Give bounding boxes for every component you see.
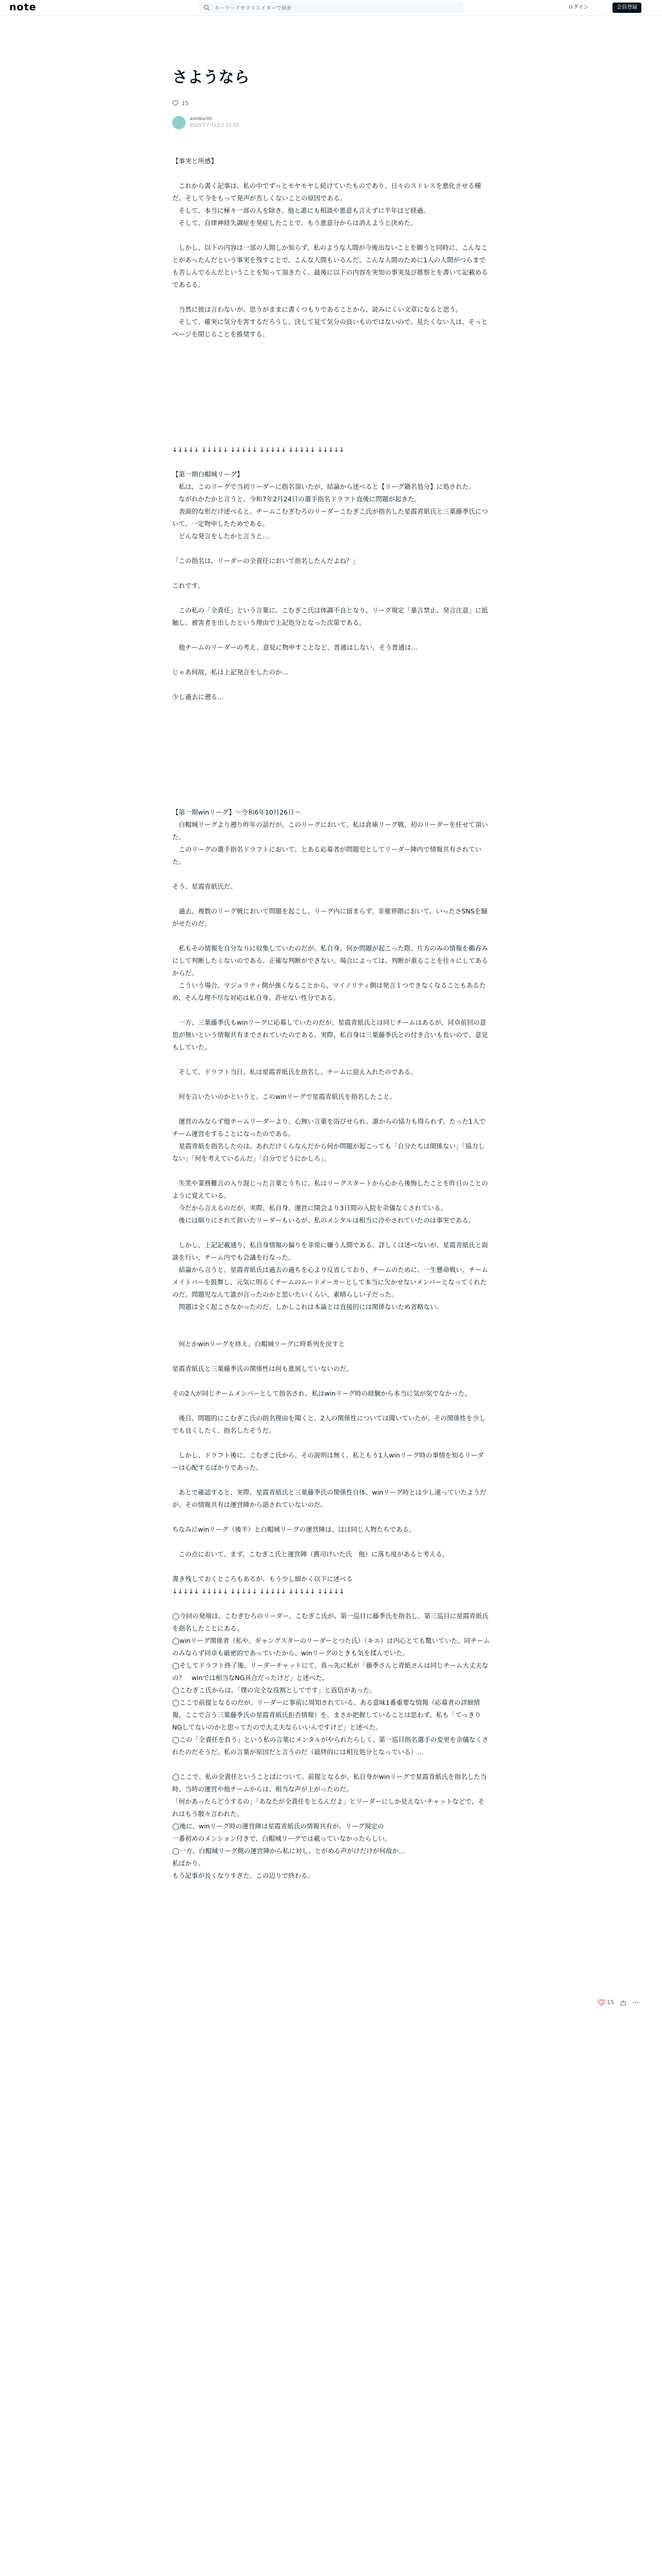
article-paragraph: ◯こむぎこ氏からは、「僕の完全な役割としてです」と返信があった。 [172, 1686, 376, 1694]
article-paragraph [172, 1313, 490, 1326]
article-paragraph: ながれかたかと言うと、今和7年2月24日の選手指名ドラフト直後に問題が起きた。 [172, 495, 421, 503]
article-paragraph [172, 1437, 490, 1449]
search-input[interactable] [213, 4, 458, 13]
article-paragraph [172, 456, 490, 468]
article-paragraph: 【第一期winリーグ】～令和6年10月26日～ [172, 808, 301, 816]
article-paragraph: ちなみにwinリーグ（後半）と白帽城リーグの運営陣は、ほぼ同じ人物たちである。 [172, 1526, 416, 1533]
article-paragraph: あとで確認すると、実際、星霞青紙氏と三葉藤季氏の関係性自体、winリーグ時とは少し違っていたようだが、その情報共有は運営陣から語されていないのだ。 [172, 1488, 487, 1509]
article-paragraph: この点において、まず、こむぎこ氏と運営陣（薦司けいた氏 他）に落ち度があると考える。 [172, 1550, 449, 1558]
article-paragraph: もう記事が長くなりすぎた、この辺りで終わる。 [172, 1872, 315, 1879]
article-paragraph: ◯後に、winリーグ時の運営陣は星霞青紙氏の情報共有が、リーグ規定の [172, 1822, 384, 1830]
article-paragraph: 一番初めのメンション付きで、白帽城リーグでは載っていなかったらしい。 [172, 1835, 391, 1842]
spacer [172, 703, 490, 806]
article-paragraph: これから書く記事は、私の中でずっとモヤモヤし続けていたものであり、日々のストレスを悪化させる種だ。そして今をもって発声が苦しくないことの原因である。 [172, 182, 481, 202]
article-paragraph [172, 1561, 490, 1573]
article-paragraph: ◯ここで前提となるのだが、リーダーに事前に周知されている、ある意味1番重要な情報（応募者の詳細情報、ここで言う三葉藤季氏の星霞青紙氏拒否情報）を、まさか把握していることは思わず、私も「てっきりNGしてないのかと思ってたので大丈夫ならいいんですけど」と述べた。 [172, 1699, 482, 1731]
article-paragraph: ↓↓↓↓↓ ↓↓↓↓↓ ↓↓↓↓↓ ↓↓↓↓↓ ↓↓↓↓↓ ↓↓↓↓↓ [172, 1587, 345, 1595]
article-paragraph: 何とかwinリーグを終え、白帽城リーグに時系列を戻すと [172, 1340, 345, 1348]
article-paragraph: しかし、上記記載通り、私自身情報の偏りを非常に嫌う人間である。詳しくは述べないが、星霞青紙氏と面談を行い、チーム内でも会議を行なった。 [172, 1241, 488, 1261]
article-paragraph: 後日、問題的にこむぎこ氏の指名理由を聞くと、2人の関係性については聞いていたが、その関係性を少しでも良くしたく、指名したそうだ。 [172, 1414, 486, 1434]
article-paragraph: こういう場合、マジョリティ側が強くなることから、マイノリティ側は発言１つできなくなることもあるため、そんな理不尽な対応は私自身、許せない性分である。 [172, 981, 486, 1002]
article-paragraph: 書き残しておくところもあるが、もう少し細かく以下に述べる [172, 1575, 353, 1583]
article-paragraph [172, 1227, 490, 1239]
article-paragraph: 後には細りにされて辞いたリーダーもいるが、私のメンタルは相当に冷やされていたのは事実である。 [172, 1216, 475, 1224]
article-paragraph [172, 679, 490, 691]
article-paragraph [172, 629, 490, 641]
share-icon [620, 1999, 626, 2006]
article-paragraph: 私は、このリーグで当初リーダーに指名頂いたが、結論から述べると【リーグ籍名処分】に処された。 [172, 483, 475, 490]
side-actions [598, 1999, 639, 2006]
article-paragraph: ◯ここで、私の全責任ということばについて。前提となるが、私自身がwinリーグで星霞青紙氏を指名した当時、当時の運営や他チームからは、相当な声が上がったのだ。 [172, 1773, 487, 1793]
article-paragraph [172, 567, 490, 580]
article-paragraph: 少し過去に遡る… [172, 693, 224, 701]
article-paragraph [172, 1474, 490, 1486]
spacer [172, 341, 490, 444]
article-paragraph: これです。 [172, 582, 204, 589]
article-paragraph: 過去、複数のリーグ戦において問題を起こし、リーグ内に留まらず、非催界隈において、いったさSNSを騒がせたのだ。 [172, 907, 488, 927]
article-paragraph: この私の「全責任」という言葉に、こむぎこ氏は体調不良となり、リーグ規定「暴言禁止、発言注意」に抵触し、被害者を出したという理由で上記処分となった次第である。 [172, 606, 488, 626]
article-paragraph: じゃあ何故、私は上記発言をしたのか… [172, 668, 289, 676]
article-paragraph: 【事実と所感】 [172, 157, 218, 165]
side-like-button[interactable] [598, 1999, 614, 2006]
article-paragraph: 結論から言うと、星霞青紙氏は過去の過ちを心より反省しており、チームのために、一生懸命戦い、チームメイトバーを鼓舞し、元気に明るくチームのムードメーカーとして本当に欠かせないメンバーとなってくれたのだ。問題児なんて誰が言ったのかと思いたいくらい、素晴らしい子だった。 [172, 1266, 488, 1298]
article-paragraph: そして、自律神経失調症を発症したことで、もう悪意分からは消えようと決めた。 [172, 219, 417, 227]
article-paragraph [172, 543, 490, 555]
author-name[interactable]: asiokuroh [190, 116, 212, 122]
article-paragraph [172, 930, 490, 942]
article-paragraph: ◯一方、白帽城リーグ側の運営陣から私に対し、とがめる声がけだけが何故か… [172, 1847, 405, 1855]
article-paragraph [172, 592, 490, 604]
like-counter[interactable] [172, 100, 490, 107]
search-box[interactable] [199, 2, 463, 13]
share-button[interactable] [620, 1999, 626, 2006]
login-button[interactable]: ログイン [568, 5, 589, 10]
article-paragraph [172, 1326, 490, 1338]
article-paragraph: 白帽城リーグより遡り昨年の話だが、このリーグにおいて、私は倉庫リーグ戦、初のリーダーを任せて頂いた。 [172, 821, 488, 841]
article [172, 67, 490, 1882]
signup-button[interactable]: 会員登録 [613, 3, 641, 13]
article-paragraph: ◯この「全責任を負う」という私の言葉にメンタルがやられたらしく、第一巡目指名選手の変更を余儀なくされたのだそうだ。私の言葉が原因だと言うのだ（最終的には相互処分となっている）… [172, 1736, 489, 1756]
article-paragraph [172, 167, 490, 180]
article-body [172, 155, 490, 1882]
article-paragraph: 「この指名は、リーダーの全責任において指名したんだよね？」 [172, 557, 359, 565]
article-paragraph: 私ばかり。 [172, 1859, 205, 1867]
article-paragraph [172, 1103, 490, 1115]
article-paragraph: 一方、三葉藤季氏もwinリーグに応募していたのだが、星霞青紙氏とは同じチームはあるが、同卓前回の意思が無いという情報共有までされていたのである。実際、私自身は三葉藤季氏との付き合いも長いので、意見もしていた。 [172, 1019, 488, 1051]
author-row[interactable] [172, 116, 490, 129]
article-paragraph: その2人が同じチームメンバーとして指名され、私はwinリーグ時の経験から本当に気が気でなかった。 [172, 1389, 471, 1397]
article-paragraph: ◯今回の発端は、こむぎむろのリーダー、こむぎこ氏が、第一巡目に藤季氏を指名し、第三巡目に星霞青紙氏を指名したことにある。 [172, 1612, 489, 1632]
article-paragraph: 今だから言えるのだが、実際、私自身、運営に開会より3日間の入院を余儀なくされている。 [172, 1204, 447, 1212]
article-paragraph: 私もその情報を自分なりに収集していたのだが、私自身、何か問題が起こった際、片方のみの情報を鵜呑みにして判断したくないのである。正確な判断ができない。場合によっては、判断が重ることを往々にしてあるからだ。 [172, 944, 488, 977]
article-paragraph: そして、確実に気分を害するだろうし、決して見て気分の良いものではないので、見たくない人は、そっとページを閉じることを推奨する。 [172, 318, 488, 338]
article-paragraph [172, 1536, 490, 1548]
article-paragraph: 運営のみならず他チームリーダーより、心無い言葉を浴びせられ、誰からの協力も得られず、たった1人でチーム運営をすることになったのである。 [172, 1117, 486, 1138]
heart-icon [172, 100, 178, 106]
article-paragraph [172, 868, 490, 880]
article-paragraph [172, 654, 490, 666]
article-paragraph [172, 893, 490, 905]
article-paragraph: 表面的な形だけ述べると、チームこむぎむろのリーダーこむぎこ氏が指名した星霞青紙氏と三葉藤季氏について、一定物申したためである。 [172, 507, 488, 528]
article-paragraph [172, 1598, 490, 1610]
article-paragraph: このリーグの選手指名ドラフトにおいて、とある応募者が問題児としてリーダー陣内で情報共有されていた。 [172, 845, 482, 866]
article-paragraph [172, 1078, 490, 1091]
article-paragraph [172, 1400, 490, 1412]
avatar[interactable] [172, 116, 186, 129]
article-paragraph [172, 229, 490, 242]
heart-icon [598, 1999, 605, 2006]
article-paragraph: 星霞青紙氏と三葉藤季氏の関係性は何も進展していないのだ。 [172, 1365, 353, 1372]
article-paragraph: しかし、以下の内容は一部の人間しか知らず、私のような人間が今後出ないことを願うと同時に、こんなことがあったんだという事実を残すことで、こんな人間もいるんだ、こんな人間のために1人の人間がつらまでも苦しんでるんだということを知って頂きたく、最後に以下の内容を実知の事実及び推察とを書いて記載めるであるる。 [172, 244, 488, 289]
like-count: 15 [181, 100, 189, 107]
article-paragraph: 問題は全く起こさなかったのだ。しかしこれは本論とは直接的には関係ないため省略ない。 [172, 1303, 443, 1311]
article-paragraph: 【第一期白帽城リーグ】 [172, 470, 243, 478]
article-paragraph: しかし、ドラフト後に、こむぎこ氏から、その説明は無く、私ともう1人winリーグ時の事情を知るリーダーは心配するばかりであった。 [172, 1451, 484, 1471]
post-date: 2025年7月12日 11:57 [190, 123, 239, 128]
article-paragraph: ◯そしてドラフト終了後、リーダーチャットにて、真っ先に私が「藤季さんと青紙さんは同じチーム大丈夫なの？ winでは相当なNG具合だったけど」と述べた。 [172, 1662, 489, 1682]
article-paragraph: ◯winリーグ関係者（私や、ギャングスターのリーダーとつた氏）（キエ）は内心とても驚いていた。同チームのみならず同卓も厳密的であっていたから、winリーグのときも気を揉んでいた。 [172, 1637, 490, 1657]
author-meta [190, 116, 239, 129]
article-paragraph: そして、ドラフト当日、私は星霞青紙氏を指名し、チームに迎え入れたのである。 [172, 1068, 417, 1076]
article-paragraph: そう、星霞青紙氏だ。 [172, 883, 237, 890]
more-button[interactable] [633, 1999, 639, 2006]
article-paragraph: 星霞青紙を指名したのは、あれだけくらなんだから何か問題が起こっても「自分たちは関係ない」「協力しない」「何を考えているんだ」「自分でどうにかしろ」。 [172, 1142, 485, 1162]
site-header [0, 0, 662, 16]
article-paragraph [172, 291, 490, 303]
article-paragraph: 失笑や業務難言の入り混じった言葉とうちに、私はリーグスタートから心から後悔したことを昨日のことのように覚えている。 [172, 1179, 488, 1199]
search-icon [203, 4, 210, 11]
article-paragraph: ↓↓↓↓↓ ↓↓↓↓↓ ↓↓↓↓↓ ↓↓↓↓↓ ↓↓↓↓↓ ↓↓↓↓↓ [172, 446, 345, 453]
article-paragraph: 「何かあったらどうするの」「あなたが全責任をとるんだよ」とリーダーにしか見えないチャットなどで、それはもう散々言われた。 [172, 1798, 485, 1818]
article-paragraph: どんな発言をしたかと言うと… [172, 532, 269, 540]
more-icon [633, 1999, 639, 2006]
site-logo[interactable]: note [9, 2, 37, 13]
side-like-count: 15 [607, 1999, 614, 2006]
article-paragraph [172, 1511, 490, 1523]
article-paragraph: 他チームのリーダーの考え、意見に物申すことなど、普通はしない、そう普通は… [172, 643, 418, 651]
article-title: さようなら [172, 69, 250, 87]
article-paragraph: 何を言いたいのかというと、このwinリーグで星霞青紙氏を指名したこと。 [172, 1093, 396, 1100]
article-paragraph [172, 1054, 490, 1066]
article-paragraph [172, 1758, 490, 1771]
article-paragraph [172, 1004, 490, 1016]
article-paragraph: そして、本当に極々一部の人を除き、他と誰にも相談や悪意も言えずに半年ほど経過。 [172, 207, 430, 214]
article-paragraph [172, 1375, 490, 1387]
article-paragraph [172, 1350, 490, 1363]
article-paragraph [172, 1165, 490, 1177]
article-paragraph: 当然に彼は言わないが、思うがままに書くつもりであることから、読みにくい文章になると思う。 [172, 306, 462, 313]
